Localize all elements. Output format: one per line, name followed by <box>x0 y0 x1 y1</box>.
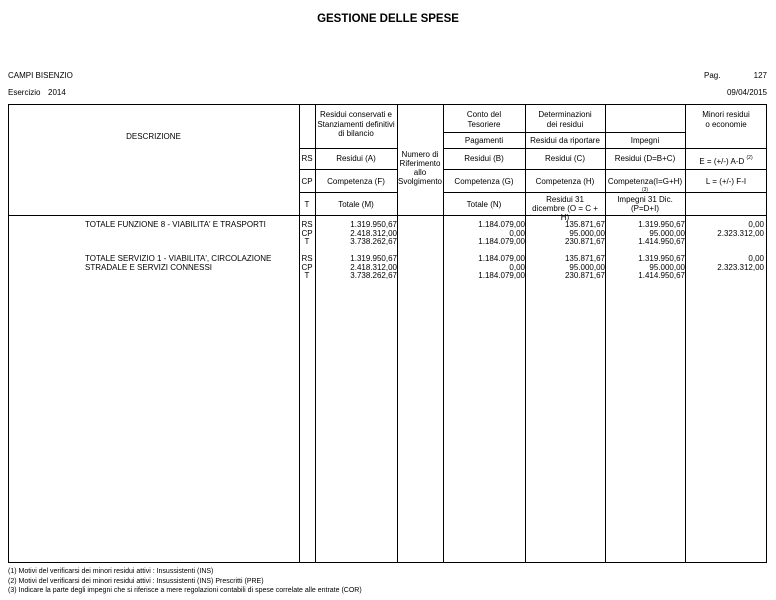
value-cell: 1.414.950,67 <box>638 271 685 281</box>
esercizio-label: Esercizio <box>8 88 41 97</box>
value-cell: 3.738.262,67 <box>350 237 397 247</box>
page-label: Pag. <box>704 71 721 80</box>
col-divider <box>685 104 686 563</box>
col-divider <box>443 104 444 563</box>
values-c-h-o <box>525 255 605 281</box>
value-cell: 1.319.950,67 <box>638 220 685 229</box>
header-totale-m: Totale (M) <box>338 200 374 209</box>
value-cell: 2.323.312,00 <box>717 262 764 272</box>
header-conto-tesoriere: Conto del Tesoriere <box>466 110 502 129</box>
header-competenza-g: Competenza (G) <box>454 177 514 186</box>
row-code: T <box>304 237 310 247</box>
header-totale-n: Totale (N) <box>466 200 502 209</box>
col-divider <box>315 104 316 563</box>
value-cell: 135.871,67 <box>564 220 605 229</box>
report-title: GESTIONE DELLE SPESE <box>317 13 459 25</box>
values-a-f-m <box>315 255 397 281</box>
header-pagamenti: Pagamenti <box>464 136 504 145</box>
code-t: T <box>304 200 310 209</box>
col-divider <box>525 104 526 563</box>
row-divider <box>443 169 767 170</box>
header-descrizione: DESCRIZIONE <box>126 132 181 141</box>
value-cell: 2.418.312,00 <box>350 262 397 272</box>
code-cp: CP <box>301 177 313 186</box>
value-cell: 1.184.079,00 <box>478 220 525 229</box>
values-c-h-o <box>525 221 605 247</box>
value-cell: 0,00 <box>509 262 525 272</box>
row-divider <box>443 148 767 149</box>
values-b-g-n <box>443 255 525 281</box>
value-cell: 0,00 <box>509 228 525 238</box>
values-e-l <box>685 221 764 238</box>
e-formula-text: E = (+/-) A-D <box>699 157 745 166</box>
header-impegni-31-dic: Impegni 31 Dic. (P=D+I) <box>617 195 673 213</box>
header-minori-residui: Minori residui o economie <box>702 110 750 129</box>
header-residui-da-riportare: Residui da riportare <box>530 136 600 145</box>
header-competenza-f: Competenza (F) <box>327 177 385 186</box>
row-code: T <box>304 271 310 281</box>
value-cell: 2.418.312,00 <box>350 228 397 238</box>
row-divider <box>299 148 397 149</box>
value-cell: 1.414.950,67 <box>638 237 685 247</box>
value-cell: 3.738.262,67 <box>350 271 397 281</box>
header-residui-c: Residui (C) <box>544 154 585 163</box>
row-code: RS <box>301 254 313 263</box>
header-competenza-h: Competenza (H) <box>535 177 595 186</box>
header-determinazione-residui: Determinazioni dei residui <box>538 110 592 129</box>
value-cell: 1.319.950,67 <box>350 220 397 229</box>
value-cell: 95.000,00 <box>569 228 605 238</box>
footnote-3: (3) Indicare la parte degli impegni che si riferisce a mere regolazioni contabili di spese correlate alle entrate (COR) <box>8 587 362 594</box>
value-cell: 1.319.950,67 <box>638 254 685 263</box>
header-impegni: Impegni <box>630 136 660 145</box>
header-bottom-line <box>8 215 767 216</box>
header-numero-riferimento: Numero di Riferimento allo Svolgimento <box>397 150 443 186</box>
competenza-i-text: Competenza(I=G+H) <box>607 177 683 186</box>
row-codes <box>299 255 315 281</box>
value-cell: 0,00 <box>748 254 764 263</box>
row-description: TOTALE SERVIZIO 1 - VIABILITA', CIRCOLAZIONE STRADALE E SERVIZI CONNESSI <box>85 254 272 272</box>
header-residui-31-dic: Residui 31 dicembre (O = C + H) <box>532 195 598 222</box>
header-residui-conservati: Residui conservati e Stanziamenti definitivi di bilancio <box>317 110 395 138</box>
ente-name: CAMPI BISENZIO <box>8 71 73 80</box>
value-cell: 1.184.079,00 <box>478 254 525 263</box>
row-code: RS <box>301 220 313 229</box>
row-codes <box>299 221 315 247</box>
header-residui-a: Residui (A) <box>336 154 376 163</box>
report-date: 09/04/2015 <box>726 88 767 97</box>
values-e-l <box>685 255 764 272</box>
e-footnote-ref: (2) <box>746 155 753 161</box>
row-divider <box>443 132 685 133</box>
values-d-i-p <box>605 255 685 281</box>
esercizio-year: 2014 <box>48 88 66 97</box>
value-cell: 1.184.079,00 <box>478 237 525 247</box>
value-cell: 0,00 <box>748 220 764 229</box>
row-code: CP <box>301 262 313 272</box>
header-e-formula <box>685 154 767 166</box>
value-cell: 95.000,00 <box>649 228 685 238</box>
value-cell: 230.871,67 <box>564 237 605 247</box>
values-b-g-n <box>443 221 525 247</box>
value-cell: 230.871,67 <box>564 271 605 281</box>
header-l-formula: L = (+/-) F-I <box>705 177 747 186</box>
header-residui-d: Residui (D=B+C) <box>614 154 676 163</box>
value-cell: 95.000,00 <box>649 262 685 272</box>
row-description: TOTALE FUNZIONE 8 - VIABILITA' E TRASPORTI <box>85 220 266 229</box>
page-number: 127 <box>753 71 767 80</box>
col-divider <box>299 104 300 563</box>
value-cell: 135.871,67 <box>564 254 605 263</box>
footnote-2: (2) Motivi del verificarsi dei minori residui attivi : Insussistenti (INS) Prescritti (PRE) <box>8 578 264 585</box>
row-code: CP <box>301 228 313 238</box>
row-divider <box>299 192 397 193</box>
value-cell: 95.000,00 <box>569 262 605 272</box>
values-d-i-p <box>605 221 685 247</box>
code-rs: RS <box>301 154 313 163</box>
table-frame <box>8 104 767 563</box>
i-footnote-ref: (3) <box>641 187 649 193</box>
value-cell: 1.319.950,67 <box>350 254 397 263</box>
value-cell: 1.184.079,00 <box>478 271 525 281</box>
values-a-f-m <box>315 221 397 247</box>
footnote-1: (1) Motivi del verificarsi dei minori residui attivi : Insussistenti (INS) <box>8 568 214 575</box>
value-cell: 2.323.312,00 <box>717 228 764 238</box>
header-residui-b: Residui (B) <box>464 154 504 163</box>
col-divider <box>605 104 606 563</box>
row-divider <box>299 169 397 170</box>
